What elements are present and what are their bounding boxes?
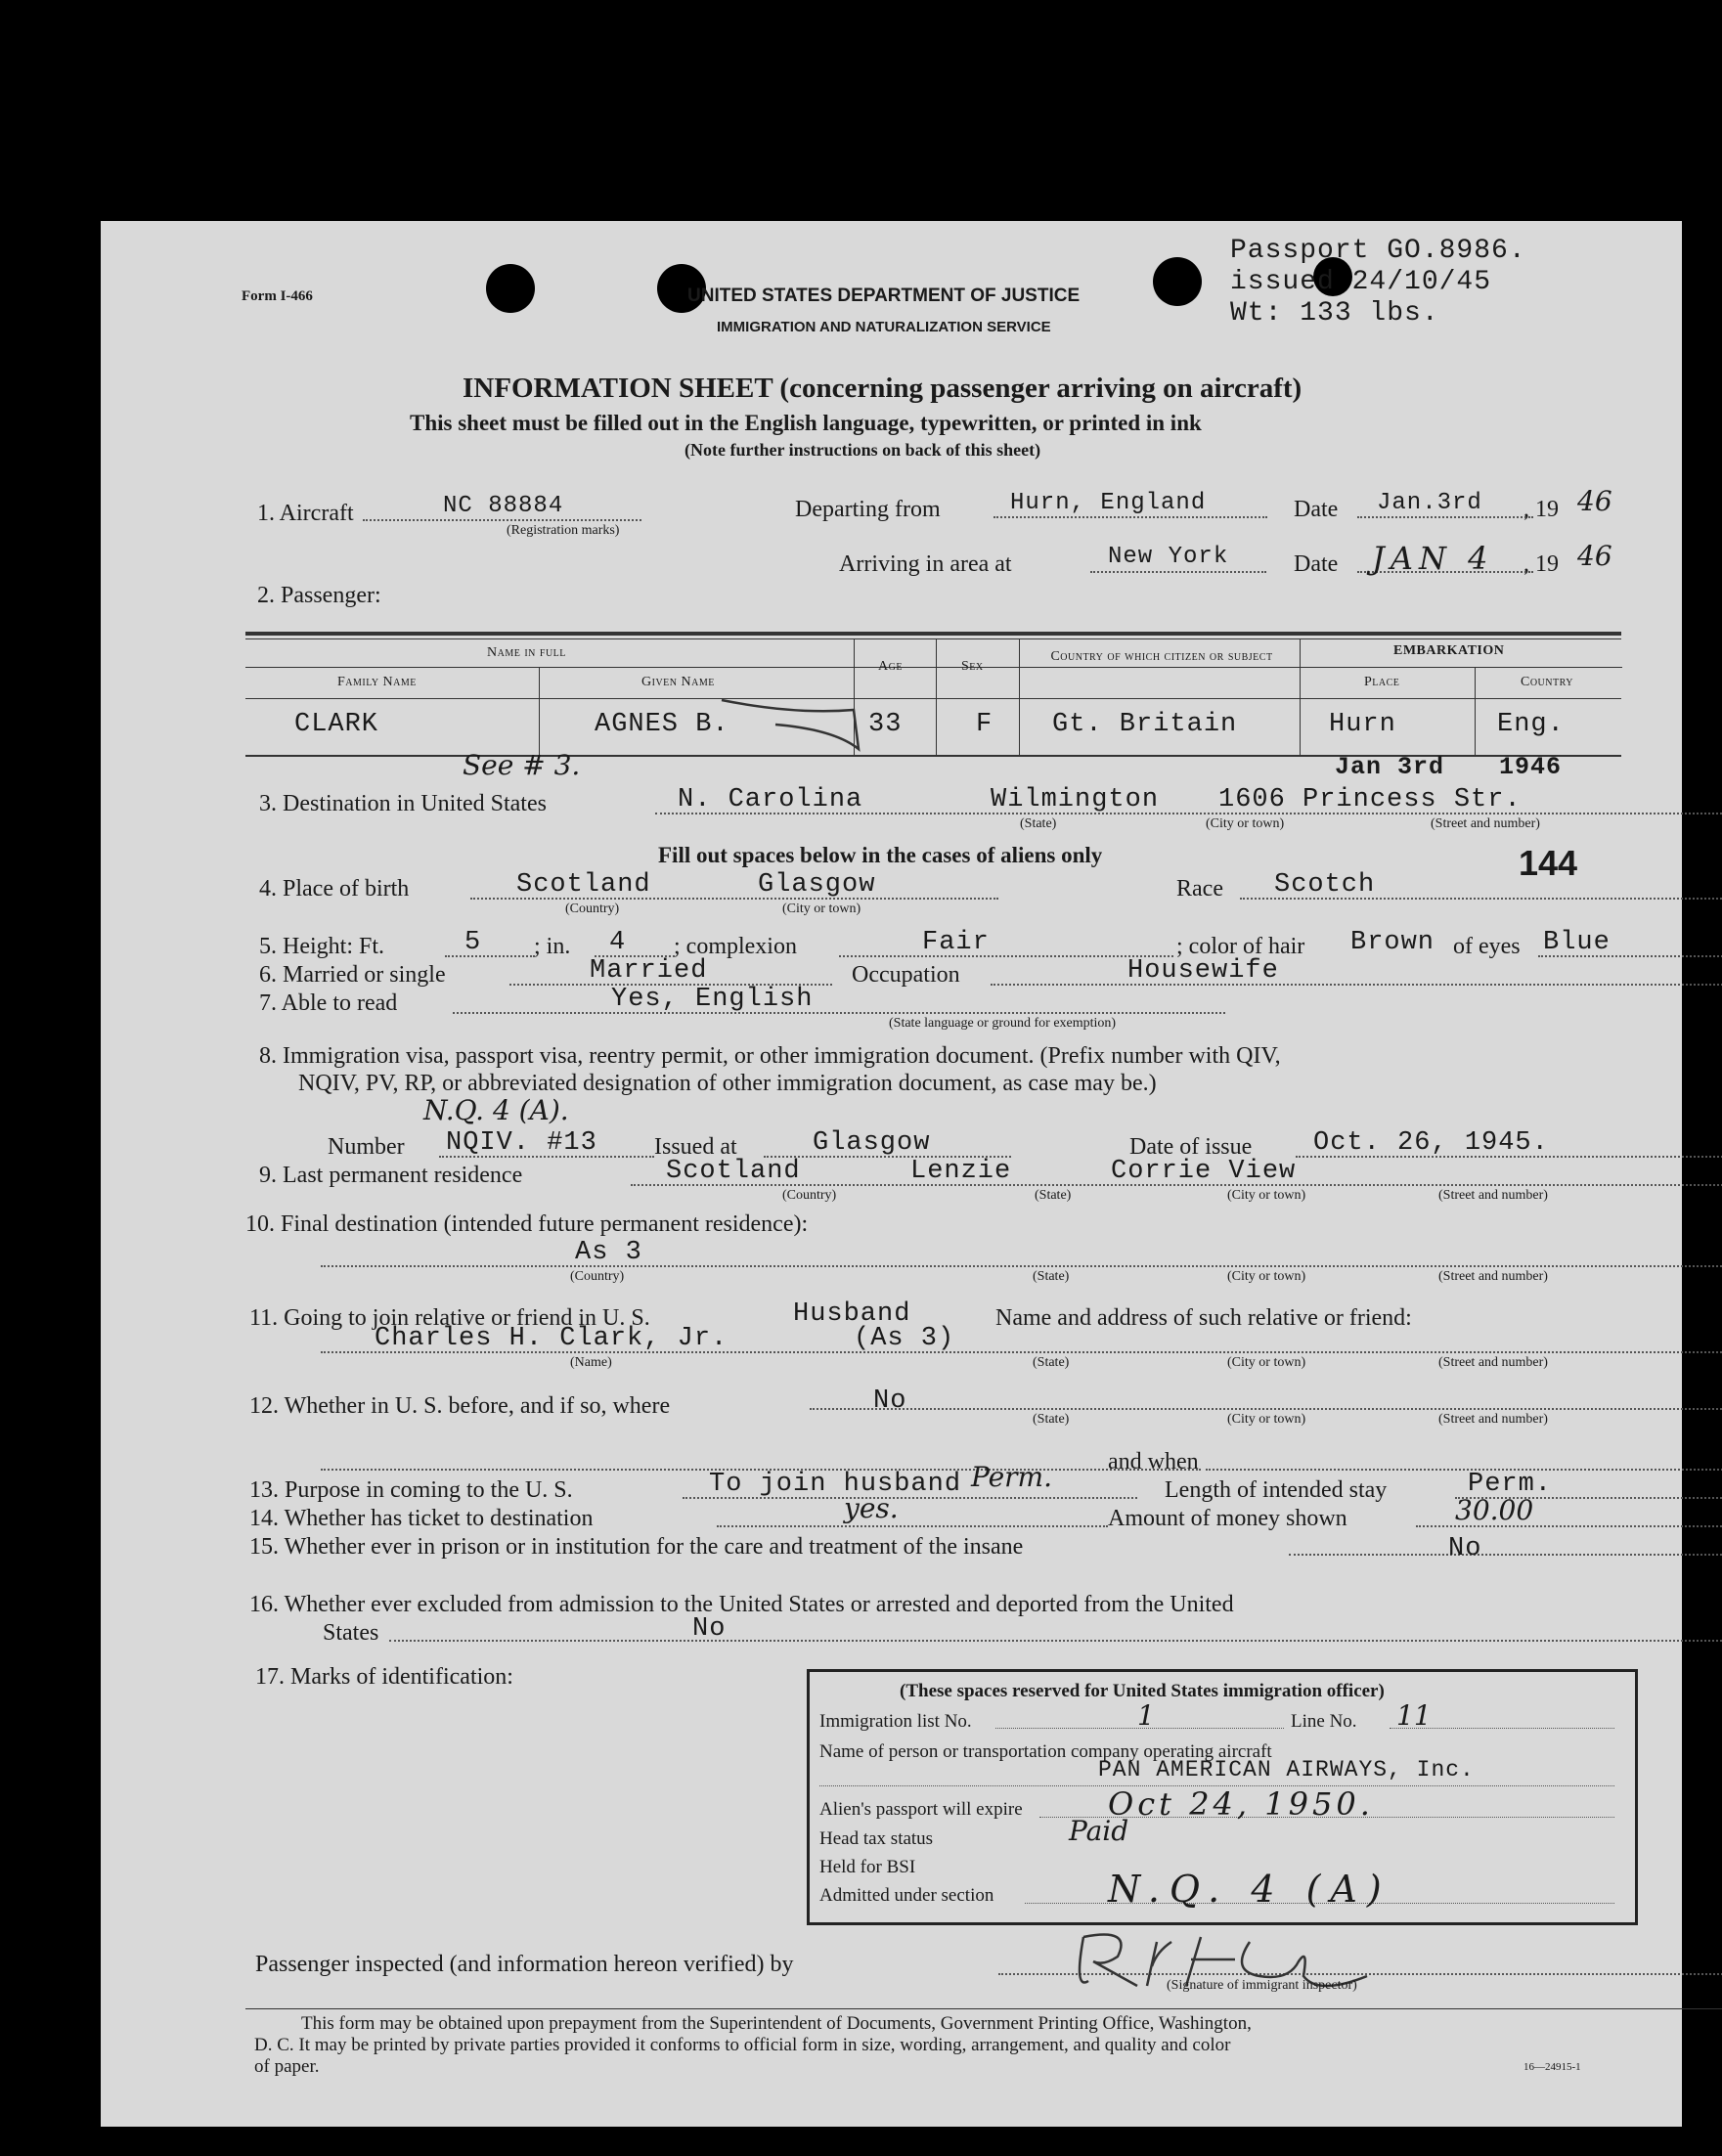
read-value[interactable]: Yes, English bbox=[611, 985, 814, 1014]
complexion-line bbox=[839, 955, 1173, 957]
name-in-full-header: Name in full bbox=[487, 645, 566, 660]
prison-value[interactable]: No bbox=[1448, 1534, 1482, 1563]
form-sheet bbox=[101, 221, 1682, 2127]
line-no-value[interactable]: 11 bbox=[1396, 1699, 1432, 1732]
family-name-header: Family Name bbox=[337, 675, 417, 689]
state-caption: (State) bbox=[1033, 1269, 1070, 1284]
arriving-label: Arriving in area at bbox=[839, 551, 1012, 577]
given-name-value[interactable]: AGNES B. bbox=[595, 710, 729, 739]
state-caption: (State) bbox=[1033, 1412, 1070, 1427]
height-ft[interactable]: 5 bbox=[464, 928, 482, 957]
embark-place-value[interactable]: Hurn bbox=[1329, 710, 1396, 739]
department-name: UNITED STATES DEPARTMENT OF JUSTICE bbox=[687, 286, 1081, 306]
passenger-label: 2. Passenger: bbox=[257, 583, 381, 608]
country-citizen-header: Country of which citizen or subject bbox=[1050, 649, 1273, 664]
departing-label: Departing from bbox=[795, 497, 941, 522]
height-in-label: ; in. bbox=[534, 934, 571, 959]
before-label: 12. Whether in U. S. before, and if so, where bbox=[249, 1393, 671, 1419]
excluded-value[interactable]: No bbox=[692, 1614, 727, 1644]
read-label: 7. Able to read bbox=[259, 990, 398, 1016]
year-1946-note: 1946 bbox=[1499, 753, 1563, 781]
age-header: Age bbox=[878, 659, 903, 674]
arrival-date-label: Date bbox=[1294, 551, 1339, 577]
stay-label: Length of intended stay bbox=[1165, 1477, 1388, 1503]
excluded-label-line2: States bbox=[323, 1620, 379, 1646]
form-instruction: This sheet must be filled out in the English language, typewritten, or printed in ink bbox=[410, 411, 1202, 435]
purpose-handwritten: Perm. bbox=[971, 1461, 1052, 1493]
final-destination-label: 10. Final destination (intended future permanent residence): bbox=[245, 1211, 809, 1237]
registration-caption: (Registration marks) bbox=[507, 523, 620, 538]
weight-note: Wt: 133 lbs. bbox=[1230, 298, 1439, 329]
passport-note: Passport GO.8986. bbox=[1230, 236, 1526, 266]
head-tax-label: Head tax status bbox=[819, 1828, 934, 1849]
married-value[interactable]: Married bbox=[590, 956, 708, 986]
arrival-year[interactable]: 46 bbox=[1577, 540, 1612, 572]
ticket-value[interactable]: yes. bbox=[844, 1492, 899, 1524]
height-ft-line bbox=[445, 955, 535, 957]
visa-number[interactable]: NQIV. #13 bbox=[446, 1128, 597, 1158]
eyes-line bbox=[1538, 955, 1722, 957]
aircraft-value[interactable]: NC 88884 bbox=[443, 493, 564, 519]
embarkation-header: EMBARKATION bbox=[1393, 643, 1505, 658]
visa-handwritten: N.Q. 4 (A). bbox=[423, 1094, 569, 1126]
birth-country[interactable]: Scotland bbox=[516, 870, 651, 900]
table-top-rule bbox=[245, 632, 1621, 636]
table-col-line bbox=[936, 639, 937, 755]
street-caption: (Street and number) bbox=[1438, 1412, 1548, 1427]
street-caption: (Street and number) bbox=[1438, 1355, 1548, 1370]
place-header: Place bbox=[1364, 675, 1400, 689]
visa-date[interactable]: Oct. 26, 1945. bbox=[1313, 1128, 1549, 1158]
destination-label: 3. Destination in United States bbox=[259, 791, 547, 816]
last-residence-state[interactable]: Lenzie bbox=[910, 1157, 1012, 1186]
table-col-line bbox=[539, 667, 540, 755]
citizen-value[interactable]: Gt. Britain bbox=[1052, 710, 1238, 739]
state-caption: (State) bbox=[1020, 816, 1057, 831]
departure-year[interactable]: 46 bbox=[1577, 485, 1612, 517]
purpose-value[interactable]: To join husband bbox=[709, 1470, 962, 1499]
last-residence-label: 9. Last permanent residence bbox=[259, 1163, 523, 1188]
line-no-label: Line No. bbox=[1291, 1711, 1357, 1732]
passport-expire-label: Alien's passport will expire bbox=[819, 1799, 1023, 1820]
passport-expire-value[interactable]: Oct 24, 1950. bbox=[1108, 1785, 1374, 1823]
aliens-heading: Fill out spaces below in the cases of aliens only bbox=[658, 843, 1103, 867]
birth-place-label: 4. Place of birth bbox=[259, 876, 410, 902]
birth-city[interactable]: Glasgow bbox=[758, 870, 876, 900]
footer-line-3: of paper. bbox=[254, 2056, 320, 2077]
country-header: Country bbox=[1521, 675, 1573, 689]
visa-issued-label: Issued at bbox=[654, 1134, 737, 1160]
destination-city[interactable]: Wilmington bbox=[991, 785, 1160, 814]
name-caption: (Name) bbox=[570, 1355, 612, 1370]
departure-date[interactable]: Jan.3rd bbox=[1377, 490, 1482, 516]
given-name-header: Given Name bbox=[641, 675, 715, 689]
arrival-date[interactable]: JAN 4 bbox=[1372, 540, 1494, 577]
street-caption: (Street and number) bbox=[1438, 1269, 1548, 1284]
print-code: 16—24915-1 bbox=[1523, 2061, 1581, 2073]
head-tax-value[interactable]: Paid bbox=[1069, 1815, 1129, 1847]
table-col-line bbox=[1019, 639, 1020, 755]
arrival-year-prefix: , 19 bbox=[1523, 551, 1559, 577]
age-value[interactable]: 33 bbox=[868, 710, 903, 739]
state-caption: (State) bbox=[1035, 1188, 1072, 1203]
arriving-line bbox=[1090, 571, 1266, 573]
prison-label: 15. Whether ever in prison or in institution for the care and treatment of the insane bbox=[249, 1534, 1024, 1560]
visa-number-label: Number bbox=[328, 1134, 405, 1160]
departure-year-prefix: , 19 bbox=[1523, 497, 1559, 522]
height-in[interactable]: 4 bbox=[609, 928, 627, 957]
bsi-label: Held for BSI bbox=[819, 1857, 916, 1877]
ticket-line bbox=[717, 1525, 1108, 1527]
footer-line-1: This form may be obtained upon prepayment from the Superintendent of Documents, Government Printing Office, Washington, bbox=[301, 2013, 1252, 2034]
service-name: IMMIGRATION AND NATURALIZATION SERVICE bbox=[717, 319, 1051, 335]
form-number: Form I-466 bbox=[242, 288, 313, 304]
destination-street[interactable]: 1606 Princess Str. bbox=[1218, 785, 1522, 814]
embark-country-value[interactable]: Eng. bbox=[1497, 710, 1565, 739]
marks-label: 17. Marks of identification: bbox=[255, 1664, 513, 1690]
sheet-number: 144 bbox=[1519, 843, 1578, 883]
occupation-value[interactable]: Housewife bbox=[1127, 956, 1279, 986]
read-caption: (State language or ground for exemption) bbox=[889, 1016, 1117, 1031]
form-title: INFORMATION SHEET (concerning passenger arriving on aircraft) bbox=[463, 373, 1303, 404]
name-address-label: Name and address of such relative or friend: bbox=[995, 1305, 1412, 1331]
departing-line bbox=[993, 516, 1267, 518]
table-top-rule-2 bbox=[245, 638, 1621, 639]
stay-value[interactable]: Perm. bbox=[1468, 1470, 1553, 1499]
race-label: Race bbox=[1176, 876, 1223, 902]
occupation-label: Occupation bbox=[852, 962, 960, 988]
join-as3[interactable]: (As 3) bbox=[854, 1324, 955, 1353]
sex-value[interactable]: F bbox=[976, 710, 993, 739]
officer-box-heading: (These spaces reserved for United States immigration officer) bbox=[900, 1681, 1385, 1701]
eyes-value[interactable]: Blue bbox=[1543, 928, 1611, 957]
city-caption: (City or town) bbox=[1227, 1412, 1306, 1427]
purpose-label: 13. Purpose in coming to the U. S. bbox=[249, 1477, 573, 1503]
signature-caption: (Signature of immigrant inspector) bbox=[1167, 1978, 1357, 1993]
family-name-value[interactable]: CLARK bbox=[294, 710, 379, 739]
country-caption: (Country) bbox=[782, 1188, 837, 1203]
aircraft-line bbox=[363, 519, 641, 521]
admitted-label: Admitted under section bbox=[819, 1885, 994, 1906]
jan3-note: Jan 3rd bbox=[1335, 753, 1445, 781]
see-3-note: See # 3. bbox=[463, 749, 581, 781]
table-col-line bbox=[1475, 667, 1476, 755]
state-caption: (State) bbox=[1033, 1355, 1070, 1370]
street-caption: (Street and number) bbox=[1431, 816, 1540, 831]
list-no-value[interactable]: 1 bbox=[1137, 1699, 1155, 1732]
hair-value[interactable]: Brown bbox=[1350, 928, 1435, 957]
prison-line bbox=[1289, 1554, 1722, 1556]
before-line bbox=[810, 1408, 1722, 1410]
ticket-label: 14. Whether has ticket to destination bbox=[249, 1506, 594, 1531]
admitted-value[interactable]: N.Q. 4 (A) bbox=[1108, 1868, 1391, 1911]
city-caption: (City or town) bbox=[1227, 1188, 1306, 1203]
table-sub-rule-name bbox=[245, 667, 844, 668]
country-caption: (Country) bbox=[565, 902, 620, 916]
final-destination-line bbox=[321, 1265, 1722, 1267]
sex-header: Sex bbox=[961, 659, 984, 674]
visa-label-line1: 8. Immigration visa, passport visa, reentry permit, or other immigration document. (Prefix number with QIV, bbox=[259, 1043, 1281, 1069]
departure-date-line bbox=[1357, 516, 1533, 518]
complexion-value[interactable]: Fair bbox=[922, 928, 990, 957]
street-caption: (Street and number) bbox=[1438, 1188, 1548, 1203]
departure-date-label: Date bbox=[1294, 497, 1339, 522]
join-label: 11. Going to join relative or friend in U. S. bbox=[249, 1305, 650, 1331]
eyes-label: of eyes bbox=[1453, 934, 1521, 959]
visa-issued[interactable]: Glasgow bbox=[813, 1128, 931, 1158]
table-col-line bbox=[1300, 639, 1301, 755]
race-value[interactable]: Scotch bbox=[1274, 870, 1376, 900]
city-caption: (City or town) bbox=[1227, 1269, 1306, 1284]
company-label: Name of person or transportation company operating aircraft bbox=[819, 1741, 1272, 1762]
join-name[interactable]: Charles H. Clark, Jr. bbox=[375, 1324, 729, 1353]
visa-label-line2: NQIV, PV, RP, or abbreviated designation of other immigration document, as case may be.) bbox=[298, 1071, 1157, 1096]
money-value[interactable]: 30.00 bbox=[1455, 1494, 1534, 1526]
embarkation-rule bbox=[1300, 667, 1622, 668]
money-label: Amount of money shown bbox=[1108, 1506, 1347, 1531]
city-caption: (City or town) bbox=[1206, 816, 1285, 831]
final-destination-value[interactable]: As 3 bbox=[575, 1238, 642, 1267]
read-line bbox=[453, 1012, 1225, 1014]
last-residence-country[interactable]: Scotland bbox=[666, 1157, 801, 1186]
excluded-label-line1: 16. Whether ever excluded from admission to the United States or arrested and deported from the United bbox=[249, 1592, 1234, 1617]
before-value[interactable]: No bbox=[873, 1386, 907, 1416]
table-row-rule bbox=[245, 698, 1621, 699]
last-residence-city[interactable]: Corrie View bbox=[1111, 1157, 1297, 1186]
country-caption: (Country) bbox=[570, 1269, 625, 1284]
punch-hole bbox=[486, 264, 535, 313]
footer-line-2: D. C. It may be printed by private parties provided it conforms to official form in size, wording, arrangement, and quality and color bbox=[254, 2035, 1231, 2055]
aircraft-label: 1. Aircraft bbox=[257, 501, 354, 526]
pen-stroke bbox=[717, 690, 863, 759]
complexion-label: ; complexion bbox=[674, 934, 797, 959]
excluded-line bbox=[389, 1640, 1722, 1642]
occupation-line bbox=[991, 984, 1722, 986]
city-caption: (City or town) bbox=[1227, 1355, 1306, 1370]
footer-rule bbox=[245, 2008, 1722, 2009]
height-label: 5. Height: Ft. bbox=[259, 934, 385, 959]
married-label: 6. Married or single bbox=[259, 962, 446, 988]
departing-value[interactable]: Hurn, England bbox=[1010, 490, 1207, 516]
issue-note: issued 24/10/45 bbox=[1230, 267, 1492, 297]
destination-state[interactable]: N. Carolina bbox=[678, 785, 863, 814]
list-no-label: Immigration list No. bbox=[819, 1711, 972, 1732]
hair-label: ; color of hair bbox=[1176, 934, 1305, 959]
company-value[interactable]: PAN AMERICAN AIRWAYS, Inc. bbox=[1098, 1757, 1475, 1782]
visa-date-label: Date of issue bbox=[1129, 1134, 1253, 1160]
city-caption: (City or town) bbox=[782, 902, 861, 916]
punch-hole bbox=[1153, 257, 1202, 306]
when-line-2 bbox=[1206, 1469, 1722, 1471]
join-relation[interactable]: Husband bbox=[793, 1299, 911, 1329]
inspection-label: Passenger inspected (and information hereon verified) by bbox=[255, 1952, 794, 1977]
form-note: (Note further instructions on back of this sheet) bbox=[684, 440, 1041, 460]
and-when-label: and when bbox=[1108, 1449, 1199, 1474]
arriving-value[interactable]: New York bbox=[1108, 544, 1229, 570]
